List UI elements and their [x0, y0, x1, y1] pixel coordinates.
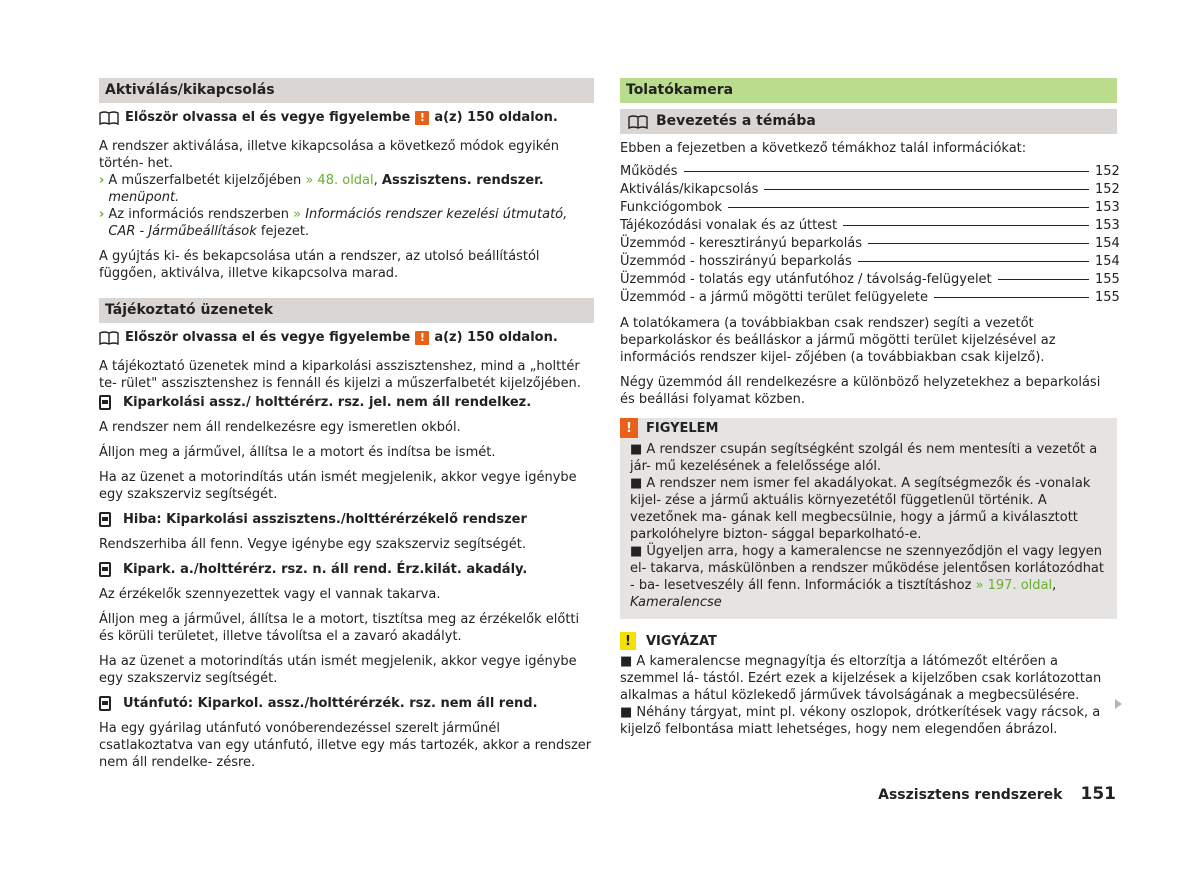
exclamation-icon: !: [415, 331, 429, 345]
toc-row[interactable]: Működés 152: [620, 164, 1120, 179]
note-reference: a(z) 150 oldalon.: [434, 330, 558, 345]
warning-item: ■ Ügyeljen arra, hogy a kameralencse ne szennyeződjön el vagy legyen el- takarva, máskülönben a rendszer működése jelentősen korlátozódhat - ba- lesetveszély áll fenn. Információk a tisztításhoz » 197. oldal, Kameralencse: [630, 544, 1104, 610]
list-item-text: A műszerfalbetét kijelzőjében: [108, 173, 302, 188]
paragraph: Ebben a fejezetben a következő témákhoz talál információkat:: [620, 141, 1027, 156]
chapter-title: Tolatókamera: [620, 78, 1117, 103]
warning-item: ■ A rendszer csupán segítségként szolgál és nem mentesíti a vezetőt a jár- mű kezelésének a felelőssége alól.: [630, 442, 1098, 474]
page-footer: [878, 786, 1116, 804]
warning-item: ■ A rendszer nem ismer fel akadályokat. A segítségmezők és -vonalak kijel- zése a jármű aktuális környezetétől függetlenül történik. A vezetőnek ma- gának kell megbecsülnie, hogy a jármű a kiválasztott parkolóhelyre bizton- sággal beparkolható-e.: [630, 476, 1091, 542]
message-heading: Utánfutó: Kiparkol. assz./holttérérzék. rsz. nem áll rend.: [99, 695, 594, 712]
page-link[interactable]: » 197. oldal: [975, 578, 1053, 593]
display-icon: [99, 696, 111, 711]
paragraph: A gyújtás ki- és bekapcsolása után a rendszer, az utolsó beállítástól függően, aktiválva, illetve kikapcsolva marad.: [99, 249, 540, 281]
paragraph: A rendszer nem áll rendelkezésre egy ismeretlen okból.: [99, 420, 461, 435]
caution-box: [620, 653, 1117, 738]
read-first-note: [99, 329, 594, 346]
page-number: 151: [1080, 784, 1116, 804]
ref-title: Kameralencse: [630, 595, 722, 610]
caution-item: ■ Néhány tárgyat, mint pl. vékony oszlopok, drótkerítések vagy rácsok, a kijelző felbontása miatt lehetséges, hogy nem elegendően ábrázol.: [620, 705, 1101, 737]
note-reference: a(z) 150 oldalon.: [434, 110, 558, 125]
paragraph: Ha az üzenet a motorindítás után ismét megjelenik, akkor vegye igénybe egy szakszerviz segítségét.: [99, 470, 577, 502]
paragraph: Négy üzemmód áll rendelkezésre a különböző helyzetekhez a beparkolási és beállási folyamat közben.: [620, 375, 1101, 407]
toc-row[interactable]: Üzemmód - hosszirányú beparkolás 154: [620, 254, 1120, 269]
exclamation-icon: !: [620, 632, 636, 650]
book-icon: [99, 111, 119, 125]
arrow-icon: ›: [99, 207, 105, 222]
paragraph: Ha az üzenet a motorindítás után ismét megjelenik, akkor vegye igénybe egy szakszerviz segítségét.: [99, 654, 577, 686]
note-text: Először olvassa el és vegye figyelembe: [125, 110, 411, 125]
toc-row[interactable]: Üzemmód - keresztirányú beparkolás 154: [620, 236, 1120, 251]
caution-item: ■ A kameralencse megnagyítja és eltorzítja a látómezőt eltérően a szemmel lá- tástól. Ezért ezek a kijelzések a kijelzőben csak korlátozottan alkalmas a hátul közlekedő járművek távolságának a megbecsülésére.: [620, 654, 1102, 703]
table-of-contents: [620, 163, 1120, 307]
left-column: [99, 78, 594, 779]
display-icon: [99, 562, 111, 577]
toc-row[interactable]: Tájékozódási vonalak és az úttest 153: [620, 218, 1120, 233]
toc-row[interactable]: Üzemmód - tolatás egy utánfutóhoz / távolság-felügyelet 155: [620, 272, 1120, 287]
display-icon: [99, 512, 111, 527]
paragraph: A tolatókamera (a továbbiakban csak rendszer) segíti a vezetőt beparkoláskor és beálláskor a jármű mögötti terület kijelzésével az információs rendszer kijel- zőjében (a továbbiakban csak kijelző).: [620, 316, 1056, 365]
section-title-messages: Tájékoztató üzenetek: [99, 298, 594, 323]
message-heading: Hiba: Kiparkolási asszisztens./holttérérzékelő rendszer: [99, 511, 594, 528]
arrow-icon: ›: [99, 173, 105, 188]
message-heading: Kipark. a./holttérérz. rsz. n. áll rend. Érz.kilát. akadály.: [99, 561, 594, 578]
book-icon: [628, 115, 648, 129]
warning-box: [620, 418, 1117, 619]
paragraph: Ha egy gyárilag utánfutó vonóberendezéssel szerelt járműnél csatlakoztatva van egy utánfutó, illetve egy más tartozék, akkor a rendszer nem áll rendelke- zésre.: [99, 721, 592, 770]
exclamation-icon: !: [415, 111, 429, 125]
display-icon: [99, 395, 111, 410]
note-text: Először olvassa el és vegye figyelembe: [125, 330, 411, 345]
paragraph: Álljon meg a járművel, állítsa le a motort és indítsa be ismét.: [99, 445, 496, 460]
ref-link[interactable]: »: [293, 207, 302, 222]
chapter-name: Asszisztens rendszerek: [878, 787, 1063, 803]
paragraph: A rendszer aktiválása, illetve kikapcsolása a következő módok egyikén történ- het.: [99, 139, 560, 171]
exclamation-icon: !: [620, 418, 638, 438]
menu-suffix: menüpont.: [108, 190, 180, 205]
caution-heading: ! VIGYÁZAT: [620, 631, 1117, 651]
list-item-text: Az információs rendszerben: [108, 207, 289, 222]
triangle-right-icon: [1115, 699, 1122, 709]
list-item: › A műszerfalbetét kijelzőjében » 48. oldal, Asszisztens. rendszer. menüpont.: [99, 173, 544, 205]
toc-row[interactable]: Üzemmód - a jármű mögötti terület felügyelete 155: [620, 290, 1120, 305]
menu-name: Asszisztens. rendszer.: [381, 173, 544, 188]
list-item: [99, 206, 594, 240]
paragraph: A tájékoztató üzenetek mind a kiparkolási asszisztenshez, mind a „holttér te- rület" asszisztenshez is fennáll és kijelzi a műszerfalbetét kijelzőjében.: [99, 359, 581, 391]
list-item-end: fejezet.: [260, 224, 310, 239]
ref-title: Információs rendszer kezelési útmutató, CAR - Járműbeállítások: [108, 207, 568, 239]
page-link[interactable]: » 48. oldal: [305, 173, 374, 188]
read-first-note: [99, 109, 594, 126]
warning-heading: ! FIGYELEM: [620, 418, 1109, 438]
paragraph: Az érzékelők szennyezettek vagy el vannak takarva.: [99, 587, 441, 602]
paragraph: Álljon meg a járművel, állítsa le a motort, tisztítsa meg az érzékelők előtti és körüli területet, illetve távolítsa el a zavaró akadályt.: [99, 612, 580, 644]
section-title-activation: Aktiválás/kikapcsolás: [99, 78, 594, 103]
toc-row[interactable]: Aktiválás/kikapcsolás 152: [620, 182, 1120, 197]
subsection-title: Bevezetés a témába: [620, 109, 1117, 134]
book-icon: [99, 331, 119, 345]
message-heading: Kiparkolási assz./ holttérérz. rsz. jel. nem áll rendelkez.: [99, 394, 594, 411]
right-column: [620, 78, 1120, 738]
toc-row[interactable]: Funkciógombok 153: [620, 200, 1120, 215]
paragraph: Rendszerhiba áll fenn. Vegye igénybe egy szakszerviz segítségét.: [99, 537, 526, 552]
